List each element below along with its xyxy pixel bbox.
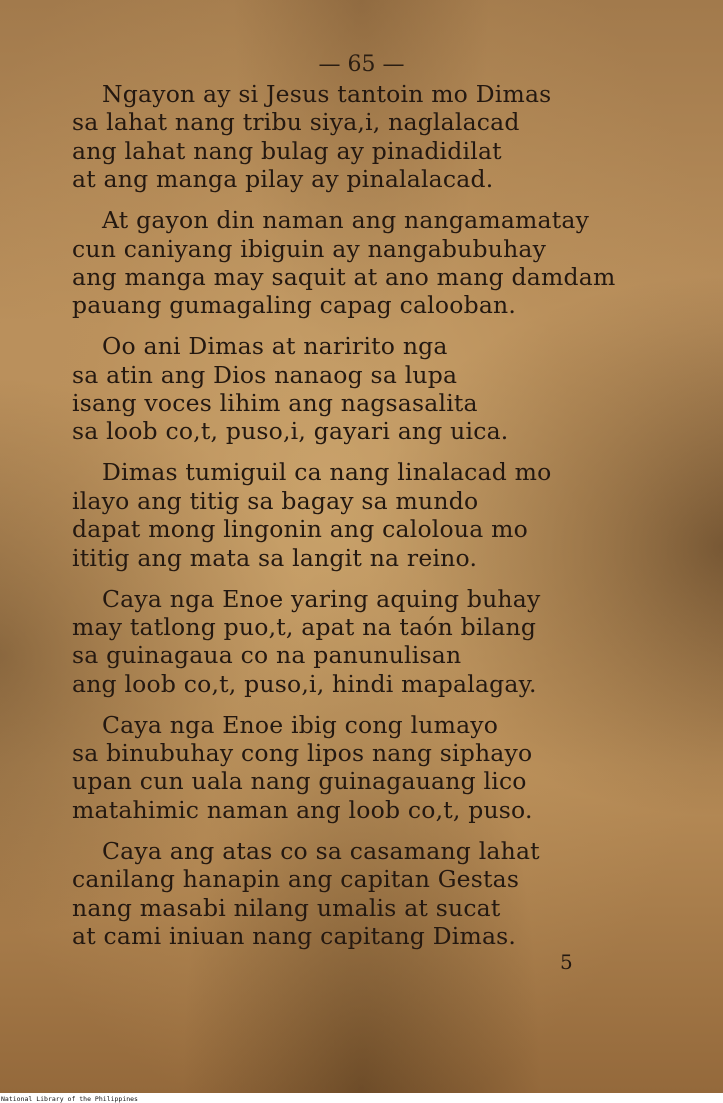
- stanza: [72, 837, 692, 951]
- poem-line: Oo ani Dimas at naririto nga: [102, 332, 448, 361]
- poem-line: canilang hanapin ang capitan Gestas: [72, 865, 520, 894]
- poem-line: at ang manga pilay ay pinalalacad.: [72, 165, 494, 194]
- poem-line: Caya nga Enoe yaring aquing buhay: [102, 584, 541, 613]
- poem-line: sa loob co,t, puso,i, gayari ang uica.: [72, 417, 509, 446]
- poem-line: sa guinagaua co na panunulisan: [72, 641, 462, 670]
- poem-line: ang loob co,t, puso,i, hindi mapalagay.: [72, 669, 537, 698]
- poem-line: pauang gumagaling capag calooban.: [72, 291, 517, 320]
- poem-line: sa lahat nang tribu siya,i, naglalacad: [72, 108, 520, 137]
- poem-line: ilayo ang titig sa bagay sa mundo: [72, 486, 479, 515]
- poem-line: Ngayon ay si Jesus tantoin mo Dimas: [102, 80, 552, 108]
- poem-line: sa atin ang Dios nanaog sa lupa: [72, 360, 458, 389]
- page-number: — 65 —: [318, 52, 405, 77]
- poem-line: Dimas tumiguil ca nang linalacad mo: [102, 458, 552, 487]
- stanza: [72, 80, 692, 194]
- poem-line: at cami iniuan nang capitang Dimas.: [72, 921, 517, 950]
- poem-line: At gayon din naman ang nangamamatay: [102, 206, 590, 235]
- poem-line: Caya nga Enoe ibig cong lumayo: [102, 710, 499, 739]
- poem-line: nang masabi nilang umalis at sucat: [72, 893, 501, 922]
- library-credit: National Library of the Philippines: [1, 1095, 138, 1103]
- poem-body: [72, 80, 692, 963]
- poem-line: dapat mong lingonin ang caloloua mo: [72, 515, 528, 544]
- poem-line: isang voces lihim ang nagsasalita: [72, 389, 478, 418]
- poem-line: ititig ang mata sa langit na reino.: [72, 543, 478, 572]
- poem-line: may tatlong puo,t, apat na taón bilang: [72, 612, 537, 641]
- poem-line: Caya ang atas co sa casamang lahat: [102, 836, 540, 865]
- poem-line: ang manga may saquit at ano mang damdam: [72, 262, 616, 291]
- stanza: [72, 206, 692, 320]
- poem-line: matahimic naman ang loob co,t, puso.: [72, 795, 533, 824]
- stanza: [72, 332, 692, 446]
- stanza: [72, 585, 692, 699]
- stanza: [72, 711, 692, 825]
- stanza: [72, 458, 692, 572]
- signature-mark: 5: [560, 950, 573, 974]
- poem-line: ang lahat nang bulag ay pinadidilat: [72, 136, 502, 165]
- poem-line: upan cun uala nang guinagauang lico: [72, 767, 527, 796]
- poem-line: cun caniyang ibiguin ay nangabubuhay: [72, 234, 547, 263]
- poem-line: sa binubuhay cong lipos nang siphayo: [72, 739, 533, 768]
